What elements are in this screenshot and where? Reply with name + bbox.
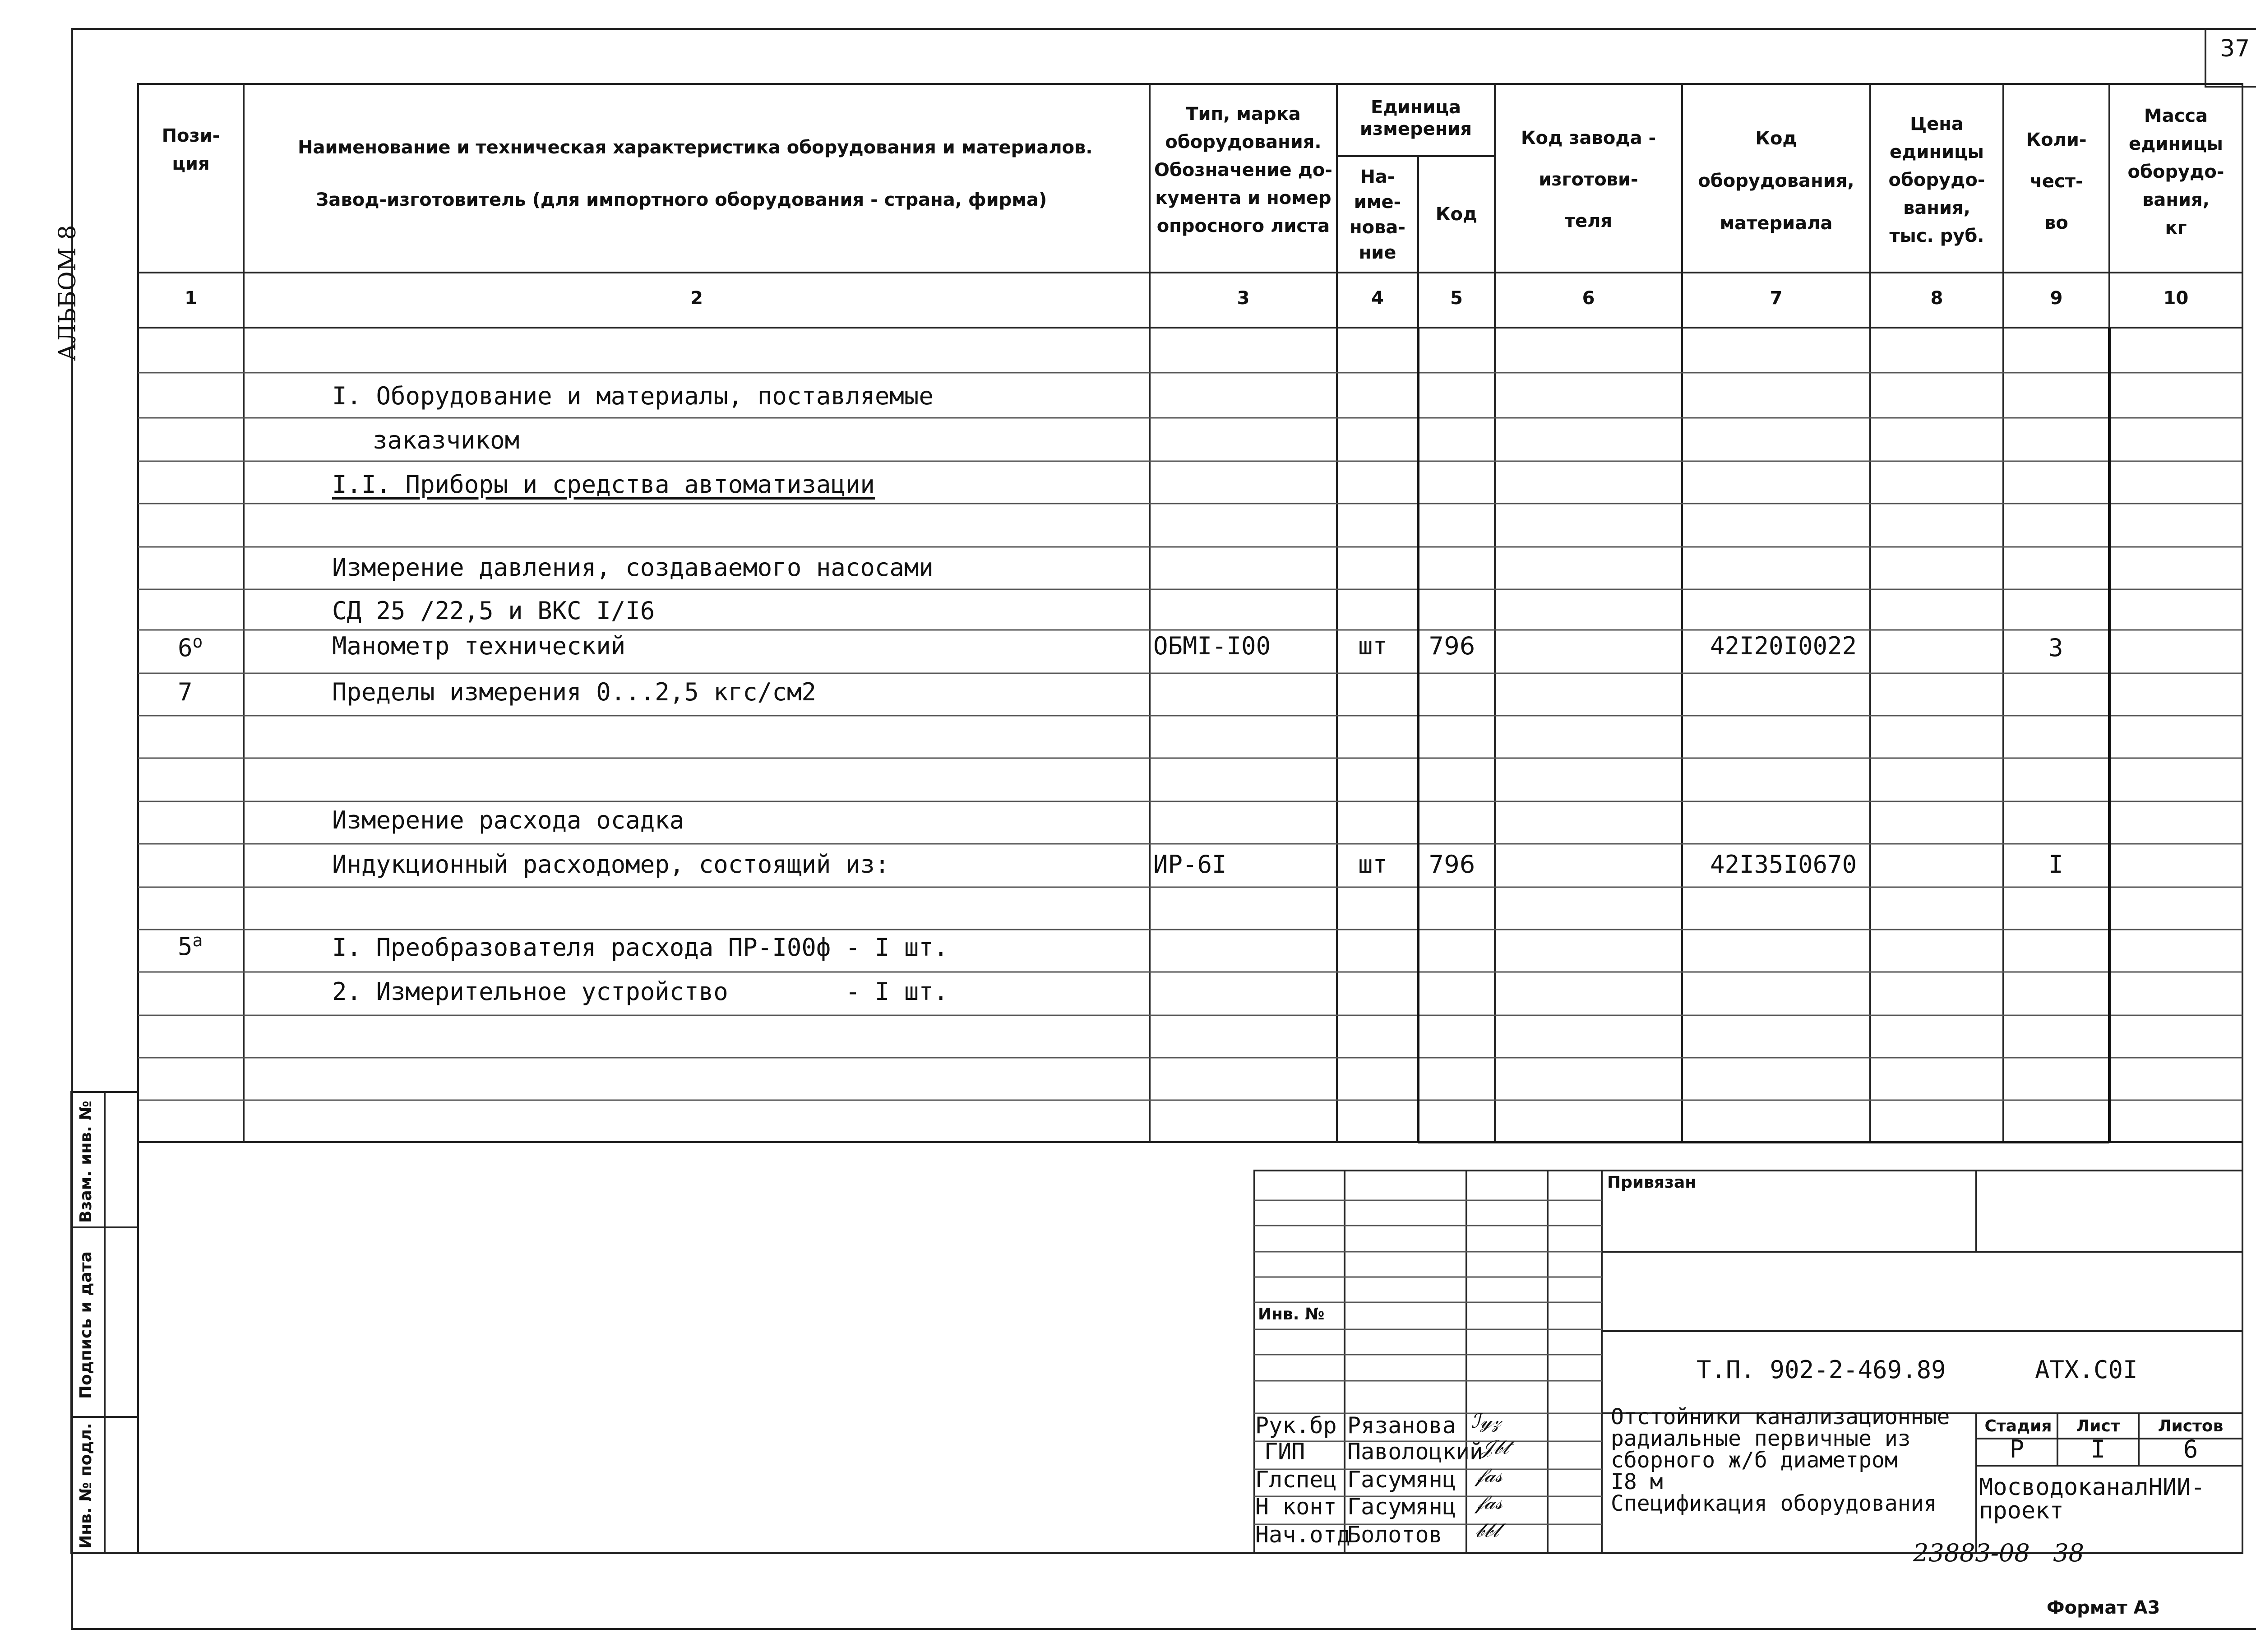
signer-role: Глспец — [1255, 1467, 1337, 1493]
sheet-label: Лист — [2076, 1417, 2120, 1435]
row-name: I. Преобразователя расхода ПР-I00ф - I шт. — [332, 933, 948, 962]
row-position: 7 — [178, 678, 193, 706]
signer-role: Рук.бр — [1255, 1412, 1337, 1439]
row-name: Измерение давления, создаваемого насосами — [332, 553, 934, 582]
signature-mark: 𝒻𝒶𝓈 — [1475, 1491, 1502, 1514]
header-col-2-line2: Завод-изготовитель (для импортного оборудования - страна, фирма) — [316, 190, 1047, 210]
row-unit-code: 796 — [1428, 850, 1475, 879]
margin-label-replacement-inv: Взам. инв. № — [77, 1101, 95, 1223]
row-unit: шт — [1358, 632, 1388, 660]
sheets-label: Листов — [2158, 1417, 2224, 1435]
col-number: 1 — [185, 288, 197, 309]
header-col-8: Цена единицы оборудо- вания, тыс. руб. — [1888, 114, 1985, 246]
side-label: АЛЬБОМ 8 — [54, 225, 81, 361]
attached-label: Привязан — [1607, 1173, 1697, 1192]
sheets-value: 6 — [2183, 1435, 2198, 1463]
row-position — [178, 632, 203, 662]
col-number: 2 — [690, 288, 703, 309]
col-number: 6 — [1582, 288, 1595, 309]
position-suffix: о — [192, 632, 203, 652]
row-quantity: 3 — [2048, 634, 2063, 662]
doc-mark: АТХ.С0I — [2035, 1356, 2138, 1384]
row-name: 2. Измерительное устройство - I шт. — [332, 977, 948, 1006]
header-col-10: Масса единицы оборудо- вания, кг — [2127, 106, 2224, 238]
row-name: заказчиком — [373, 426, 520, 454]
header-col-2-line1: Наименование и техническая характеристика оборудования и материалов. — [298, 137, 1093, 158]
signature-mark: 𝒷𝒷𝓁 — [1475, 1519, 1499, 1542]
row-name: Индукционный расходомер, состоящий из: — [332, 850, 890, 879]
signer-role: Нач.отд — [1255, 1522, 1350, 1548]
col-number: 8 — [1930, 288, 1943, 309]
signer-name: Рязанова — [1347, 1412, 1456, 1439]
row-name: Измерение расхода осадка — [332, 806, 684, 834]
row-position — [178, 930, 203, 961]
header-unit: Единица измерения — [1359, 97, 1472, 139]
header-col-6: Код завода - изготови- теля — [1521, 128, 1656, 231]
handwritten-number: 23883-08 38 — [1913, 1539, 2084, 1567]
stage-label: Стадия — [1984, 1417, 2052, 1435]
page-number: 37 — [2220, 35, 2250, 62]
stage-value: Р — [2009, 1435, 2025, 1463]
col-number: 3 — [1237, 288, 1250, 309]
header-col-9: Коли- чест- во — [2026, 130, 2087, 233]
organization: МосводоканалНИИ- проект — [1979, 1474, 2205, 1524]
position-number: 5 — [178, 932, 193, 961]
row-material-code: 42I35I0670 — [1710, 850, 1857, 879]
row-name: I. Оборудование и материалы, поставляемые — [332, 382, 934, 410]
col-number: 4 — [1371, 288, 1384, 309]
margin-label-original-inv: Инв. № подл. — [77, 1423, 95, 1549]
margin-label-signature-date: Подпись и дата — [77, 1251, 95, 1399]
position-suffix: а — [192, 930, 203, 950]
row-name: I.I. Приборы и средства автоматизации — [332, 470, 875, 499]
signer-name: Гасумянц — [1347, 1467, 1456, 1493]
row-type: ИР-6I — [1153, 850, 1227, 879]
row-name: Манометр технический — [332, 632, 626, 660]
signature-mark: 𝒥𝒷𝓉 — [1480, 1436, 1509, 1459]
header-col-3: Тип, марка оборудования. Обозначение до- кумента и номер опросного листа — [1154, 104, 1332, 236]
row-type: ОБМI-I00 — [1153, 632, 1271, 660]
row-unit: шт — [1358, 850, 1388, 879]
signer-name: Паволоцкий — [1347, 1439, 1484, 1465]
row-quantity: I — [2048, 850, 2063, 879]
col-number: 5 — [1450, 288, 1463, 309]
signature-mark: ℐ𝓎𝓏 — [1471, 1410, 1501, 1433]
paper-format: Формат А3 — [2047, 1597, 2160, 1618]
row-name: Пределы измерения 0...2,5 кгс/см2 — [332, 678, 816, 706]
col-number: 9 — [2050, 288, 2063, 309]
doc-code: Т.П. 902-2-469.89 — [1697, 1356, 1946, 1384]
signer-name: Гасумянц — [1347, 1494, 1456, 1520]
col-number: 7 — [1770, 288, 1783, 309]
header-col-1: Пози- ция — [162, 125, 220, 174]
row-name: СД 25 /22,5 и ВКС I/I6 — [332, 597, 655, 625]
row-unit-code: 796 — [1428, 632, 1475, 660]
signer-role: Н конт — [1255, 1494, 1337, 1520]
signer-name: Болотов — [1347, 1522, 1442, 1548]
header-col-5: Код — [1435, 204, 1478, 225]
signer-role: ГИП — [1264, 1439, 1305, 1465]
header-col-7: Код оборудования, материала — [1698, 128, 1854, 234]
row-material-code: 42I20I0022 — [1710, 632, 1857, 660]
doc-title: Отстойники канализационные радиальные первичные из сборного ж/б диаметром I8 м Спецификация оборудования — [1611, 1404, 1950, 1516]
col-number: 10 — [2163, 288, 2189, 309]
header-col-4: На- име- нова- ние — [1349, 167, 1406, 263]
signature-mark: 𝒻𝒶𝓈 — [1475, 1464, 1502, 1487]
position-number: 6 — [178, 634, 193, 662]
inv-no-label: Инв. № — [1258, 1305, 1325, 1323]
sheet-value: I — [2090, 1435, 2106, 1463]
